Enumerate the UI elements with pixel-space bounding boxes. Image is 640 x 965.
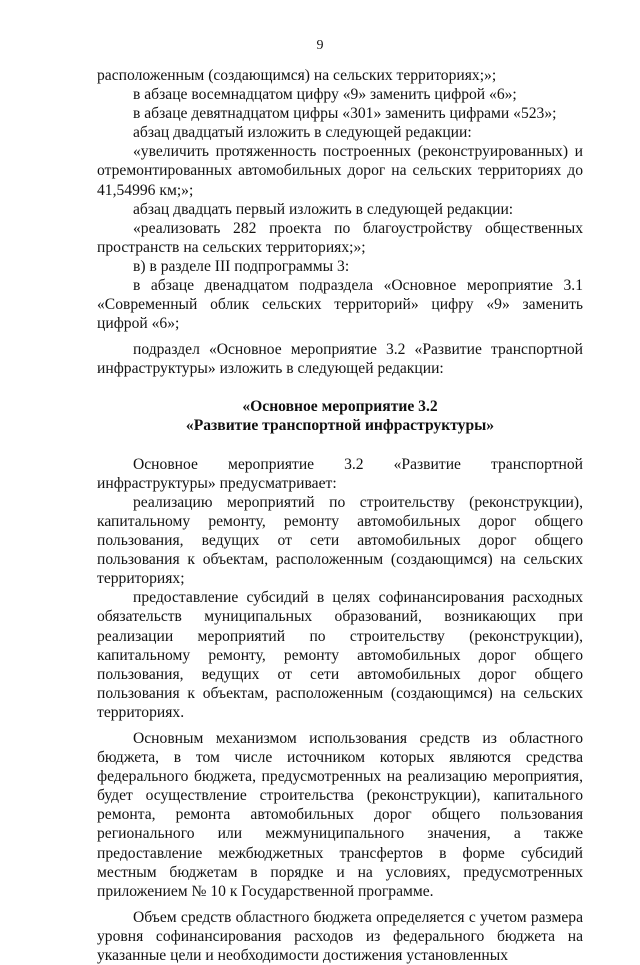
document-body bbox=[97, 66, 583, 965]
body-paragraph: предоставление субсидий в целях софинансирования расходных обязательств муниципальных образований, возникающих при реализации мероприятий по строительству (реконструкции), капитальному ремонту, ремонту автомобильных дорог общего пользования, ведущих от сети автомобильных дорог общего пользования к объектам, расположенным (создающимся) на сельских территориях. bbox=[97, 589, 583, 721]
paragraph: расположенным (создающимся) на сельских территориях;»; bbox=[97, 67, 497, 84]
paragraph: «увеличить протяженность построенных (реконструированных) и отремонтированных автомобильных дорог на сельских территориях до 41,54996 км;»; bbox=[97, 143, 583, 199]
page-number: 9 bbox=[316, 38, 324, 53]
body-paragraph: Объем средств областного бюджета определяется с учетом размера уровня софинансирования расходов из федерального бюджета на указанные цели и необходимости достижения установленных bbox=[97, 908, 583, 965]
paragraph: в абзаце восемнадцатом цифру «9» заменить цифрой «6»; bbox=[133, 86, 517, 104]
paragraph: «реализовать 282 проекта по благоустройству общественных пространств на сельских территориях;»; bbox=[97, 219, 583, 256]
section-title-line1: «Основное мероприятие 3.2 bbox=[242, 397, 438, 415]
section-title-line2: «Развитие транспортной инфраструктуры» bbox=[185, 416, 495, 434]
body-paragraph: Основным механизмом использования средств из областного бюджета, в том числе источником которых являются средства федерального бюджета, предусмотренных на реализацию мероприятия, будет осуществление строительства (реконструкции), капитального ремонта, ремонта автомобильных дорог общего пользования регионального или межмуниципального значения, а также предоставление межбюджетных трансфертов в форме субсидий местным бюджетам в порядке и на условиях, предусмотренных приложением № 10 к Государственной программе. bbox=[97, 730, 583, 900]
paragraph: в абзаце двенадцатом подраздела «Основное мероприятие 3.1 «Современный облик сельских территорий» цифру «9» заменить цифрой «6»; bbox=[97, 277, 583, 333]
paragraph: подраздел «Основное мероприятие 3.2 «Развитие транспортной инфраструктуры» изложить в следующей редакции: bbox=[97, 341, 583, 378]
paragraph: в) в разделе III подпрограммы 3: bbox=[133, 257, 350, 275]
body-paragraph: реализацию мероприятий по строительству (реконструкции), капитальному ремонту, ремонту автомобильных дорог общего пользования, ведущих от сети автомобильных дорог общего пользования к объектам, расположенным (создающимся) на сельских территориях; bbox=[97, 493, 583, 588]
body-paragraph: Основное мероприятие 3.2 «Развитие транспортной инфраструктуры» предусматривает: bbox=[97, 455, 583, 492]
paragraph: в абзаце девятнадцатом цифры «301» заменить цифрами «523»; bbox=[133, 105, 557, 123]
paragraph: абзац двадцать первый изложить в следующей редакции: bbox=[133, 200, 514, 218]
paragraph: абзац двадцатый изложить в следующей редакции: bbox=[133, 124, 472, 142]
